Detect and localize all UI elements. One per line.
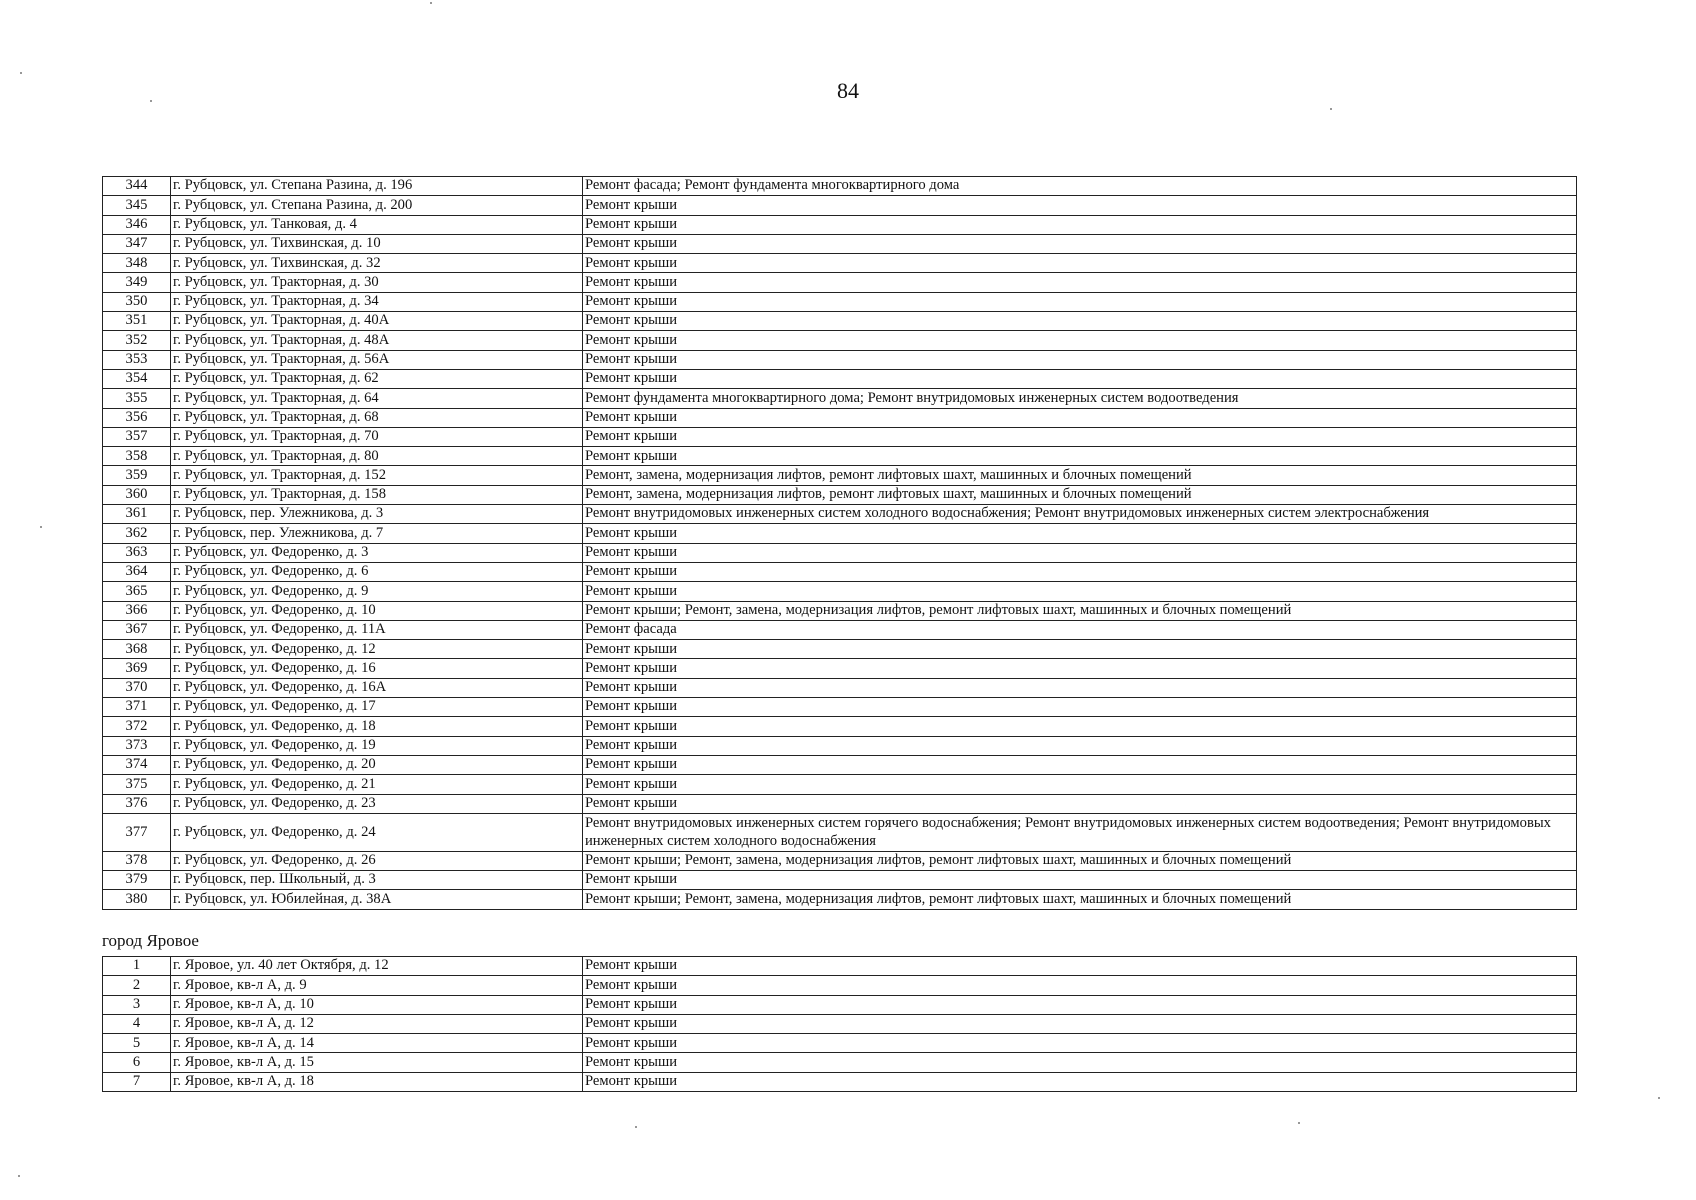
address-cell: г. Рубцовск, ул. Тракторная, д. 68 [171,408,583,427]
address-cell: г. Рубцовск, ул. Тракторная, д. 56А [171,350,583,369]
work-type-cell: Ремонт фундамента многоквартирного дома; Ремонт внутридомовых инженерных систем водоотведения [583,389,1577,408]
table-row [103,466,1577,485]
table-row [103,292,1577,311]
work-type-cell: Ремонт крыши [583,447,1577,466]
address-cell: г. Яровое, кв-л А, д. 12 [171,1014,583,1033]
row-number-cell: 345 [103,196,171,215]
address-cell: г. Рубцовск, ул. Федоренко, д. 3 [171,543,583,562]
work-type-cell: Ремонт внутридомовых инженерных систем горячего водоснабжения; Ремонт внутридомовых инженерных систем водоотведения; Ремонт внутридомовых инженерных систем холодного водоснабжения [583,813,1577,851]
address-cell: г. Рубцовск, ул. Тракторная, д. 30 [171,273,583,292]
work-type-cell: Ремонт фасада [583,620,1577,639]
rubtsovsk-table [102,176,1577,910]
scan-speck [1658,1097,1660,1099]
table-row [103,1014,1577,1033]
table-row [103,698,1577,717]
work-type-cell: Ремонт крыши [583,957,1577,976]
work-type-cell: Ремонт крыши [583,543,1577,562]
work-type-cell: Ремонт крыши [583,736,1577,755]
work-type-cell: Ремонт фасада; Ремонт фундамента многоквартирного дома [583,177,1577,196]
row-number-cell: 380 [103,890,171,909]
work-type-cell: Ремонт крыши [583,995,1577,1014]
table-row [103,582,1577,601]
work-type-cell: Ремонт крыши [583,427,1577,446]
yarovoe-table [102,956,1577,1092]
address-cell: г. Рубцовск, ул. Федоренко, д. 19 [171,736,583,755]
address-cell: г. Яровое, ул. 40 лет Октября, д. 12 [171,957,583,976]
scan-speck [40,526,42,528]
table-row [103,389,1577,408]
row-number-cell: 368 [103,640,171,659]
scan-speck [635,1126,637,1128]
row-number-cell: 2 [103,976,171,995]
row-number-cell: 371 [103,698,171,717]
work-type-cell: Ремонт крыши [583,755,1577,774]
work-type-cell: Ремонт крыши [583,659,1577,678]
row-number-cell: 360 [103,485,171,504]
address-cell: г. Рубцовск, ул. Степана Разина, д. 200 [171,196,583,215]
address-cell: г. Рубцовск, ул. Тракторная, д. 158 [171,485,583,504]
work-type-cell: Ремонт крыши [583,350,1577,369]
table-row [103,331,1577,350]
row-number-cell: 346 [103,215,171,234]
address-cell: г. Рубцовск, ул. Тракторная, д. 34 [171,292,583,311]
row-number-cell: 373 [103,736,171,755]
work-type-cell: Ремонт крыши; Ремонт, замена, модернизация лифтов, ремонт лифтовых шахт, машинных и блочных помещений [583,601,1577,620]
address-cell: г. Рубцовск, ул. Тихвинская, д. 32 [171,254,583,273]
table-row [103,851,1577,870]
row-number-cell: 5 [103,1034,171,1053]
work-type-cell: Ремонт крыши [583,871,1577,890]
work-type-cell: Ремонт крыши [583,582,1577,601]
row-number-cell: 361 [103,505,171,524]
work-type-cell: Ремонт крыши [583,1072,1577,1091]
address-cell: г. Рубцовск, ул. Федоренко, д. 16А [171,678,583,697]
work-type-cell: Ремонт крыши [583,254,1577,273]
address-cell: г. Рубцовск, ул. Степана Разина, д. 196 [171,177,583,196]
table-row [103,1034,1577,1053]
table-row [103,736,1577,755]
table-row [103,524,1577,543]
row-number-cell: 376 [103,794,171,813]
row-number-cell: 364 [103,562,171,581]
work-type-cell: Ремонт крыши [583,234,1577,253]
row-number-cell: 372 [103,717,171,736]
table-row [103,794,1577,813]
work-type-cell: Ремонт крыши [583,312,1577,331]
section-title-yarovoe: город Яровое [102,931,199,950]
work-type-cell: Ремонт крыши; Ремонт, замена, модернизация лифтов, ремонт лифтовых шахт, машинных и блочных помещений [583,890,1577,909]
address-cell: г. Яровое, кв-л А, д. 14 [171,1034,583,1053]
work-type-cell: Ремонт крыши [583,1014,1577,1033]
work-type-cell: Ремонт, замена, модернизация лифтов, ремонт лифтовых шахт, машинных и блочных помещений [583,485,1577,504]
table-row [103,1072,1577,1091]
address-cell: г. Рубцовск, ул. Федоренко, д. 11А [171,620,583,639]
address-cell: г. Рубцовск, ул. Федоренко, д. 20 [171,755,583,774]
scan-speck [150,100,152,102]
table-row [103,273,1577,292]
row-number-cell: 7 [103,1072,171,1091]
work-type-cell: Ремонт крыши [583,292,1577,311]
table-row [103,678,1577,697]
address-cell: г. Рубцовск, ул. Тракторная, д. 80 [171,447,583,466]
row-number-cell: 369 [103,659,171,678]
address-cell: г. Рубцовск, пер. Школьный, д. 3 [171,871,583,890]
address-cell: г. Рубцовск, ул. Федоренко, д. 6 [171,562,583,581]
work-type-cell: Ремонт крыши [583,408,1577,427]
address-cell: г. Рубцовск, ул. Тракторная, д. 70 [171,427,583,446]
work-type-cell: Ремонт крыши [583,524,1577,543]
table-row [103,562,1577,581]
row-number-cell: 344 [103,177,171,196]
table-row [103,659,1577,678]
work-type-cell: Ремонт крыши [583,775,1577,794]
table-row [103,957,1577,976]
work-type-cell: Ремонт крыши [583,562,1577,581]
address-cell: г. Рубцовск, ул. Юбилейная, д. 38А [171,890,583,909]
row-number-cell: 352 [103,331,171,350]
work-type-cell: Ремонт крыши [583,698,1577,717]
row-number-cell: 356 [103,408,171,427]
work-type-cell: Ремонт крыши [583,717,1577,736]
table-row [103,505,1577,524]
row-number-cell: 354 [103,369,171,388]
work-type-cell: Ремонт крыши [583,976,1577,995]
row-number-cell: 1 [103,957,171,976]
table-row [103,312,1577,331]
work-type-cell: Ремонт крыши [583,273,1577,292]
row-number-cell: 359 [103,466,171,485]
row-number-cell: 348 [103,254,171,273]
table-row [103,976,1577,995]
address-cell: г. Яровое, кв-л А, д. 18 [171,1072,583,1091]
work-type-cell: Ремонт крыши [583,331,1577,350]
table-row [103,813,1577,851]
work-type-cell: Ремонт крыши [583,369,1577,388]
page-number: 84 [837,78,859,103]
row-number-cell: 363 [103,543,171,562]
address-cell: г. Рубцовск, ул. Федоренко, д. 24 [171,813,583,851]
row-number-cell: 366 [103,601,171,620]
row-number-cell: 362 [103,524,171,543]
row-number-cell: 375 [103,775,171,794]
row-number-cell: 3 [103,995,171,1014]
row-number-cell: 350 [103,292,171,311]
scan-speck [18,1175,20,1177]
row-number-cell: 6 [103,1053,171,1072]
scan-speck [430,2,432,4]
address-cell: г. Рубцовск, ул. Федоренко, д. 12 [171,640,583,659]
work-type-cell: Ремонт крыши [583,1053,1577,1072]
address-cell: г. Рубцовск, ул. Федоренко, д. 23 [171,794,583,813]
address-cell: г. Рубцовск, ул. Тракторная, д. 40А [171,312,583,331]
address-cell: г. Рубцовск, ул. Федоренко, д. 17 [171,698,583,717]
table-row [103,1053,1577,1072]
table-row [103,350,1577,369]
scan-speck [20,72,22,74]
table-row [103,177,1577,196]
work-type-cell: Ремонт крыши [583,640,1577,659]
table-row [103,369,1577,388]
address-cell: г. Рубцовск, ул. Тракторная, д. 152 [171,466,583,485]
address-cell: г. Рубцовск, ул. Тихвинская, д. 10 [171,234,583,253]
row-number-cell: 370 [103,678,171,697]
address-cell: г. Яровое, кв-л А, д. 15 [171,1053,583,1072]
row-number-cell: 349 [103,273,171,292]
table-row [103,427,1577,446]
table-row [103,254,1577,273]
row-number-cell: 379 [103,871,171,890]
address-cell: г. Рубцовск, ул. Федоренко, д. 10 [171,601,583,620]
address-cell: г. Яровое, кв-л А, д. 10 [171,995,583,1014]
table-row [103,196,1577,215]
work-type-cell: Ремонт крыши [583,1034,1577,1053]
table-row [103,447,1577,466]
table-row [103,215,1577,234]
table-row [103,234,1577,253]
work-type-cell: Ремонт внутридомовых инженерных систем холодного водоснабжения; Ремонт внутридомовых инженерных систем электроснабжения [583,505,1577,524]
row-number-cell: 351 [103,312,171,331]
row-number-cell: 355 [103,389,171,408]
work-type-cell: Ремонт крыши [583,215,1577,234]
table-row [103,871,1577,890]
row-number-cell: 353 [103,350,171,369]
work-type-cell: Ремонт крыши [583,678,1577,697]
address-cell: г. Рубцовск, ул. Тракторная, д. 48А [171,331,583,350]
address-cell: г. Рубцовск, ул. Федоренко, д. 16 [171,659,583,678]
address-cell: г. Рубцовск, пер. Улежникова, д. 7 [171,524,583,543]
address-cell: г. Рубцовск, ул. Танковая, д. 4 [171,215,583,234]
table-row [103,620,1577,639]
row-number-cell: 377 [103,813,171,851]
table-row [103,408,1577,427]
work-type-cell: Ремонт крыши [583,196,1577,215]
table-row [103,601,1577,620]
row-number-cell: 367 [103,620,171,639]
row-number-cell: 4 [103,1014,171,1033]
address-cell: г. Рубцовск, ул. Федоренко, д. 21 [171,775,583,794]
address-cell: г. Рубцовск, ул. Федоренко, д. 18 [171,717,583,736]
table-row [103,890,1577,909]
row-number-cell: 358 [103,447,171,466]
table-row [103,995,1577,1014]
row-number-cell: 378 [103,851,171,870]
table-row [103,485,1577,504]
table-row [103,775,1577,794]
scan-speck [1298,1122,1300,1124]
work-type-cell: Ремонт, замена, модернизация лифтов, ремонт лифтовых шахт, машинных и блочных помещений [583,466,1577,485]
address-cell: г. Рубцовск, пер. Улежникова, д. 3 [171,505,583,524]
row-number-cell: 347 [103,234,171,253]
table-row [103,717,1577,736]
address-cell: г. Рубцовск, ул. Федоренко, д. 26 [171,851,583,870]
address-cell: г. Яровое, кв-л А, д. 9 [171,976,583,995]
row-number-cell: 365 [103,582,171,601]
address-cell: г. Рубцовск, ул. Федоренко, д. 9 [171,582,583,601]
work-type-cell: Ремонт крыши; Ремонт, замена, модернизация лифтов, ремонт лифтовых шахт, машинных и блочных помещений [583,851,1577,870]
row-number-cell: 374 [103,755,171,774]
table-row [103,640,1577,659]
table-row [103,543,1577,562]
address-cell: г. Рубцовск, ул. Тракторная, д. 64 [171,389,583,408]
row-number-cell: 357 [103,427,171,446]
address-cell: г. Рубцовск, ул. Тракторная, д. 62 [171,369,583,388]
work-type-cell: Ремонт крыши [583,794,1577,813]
table-row [103,755,1577,774]
scan-speck [1330,108,1332,110]
